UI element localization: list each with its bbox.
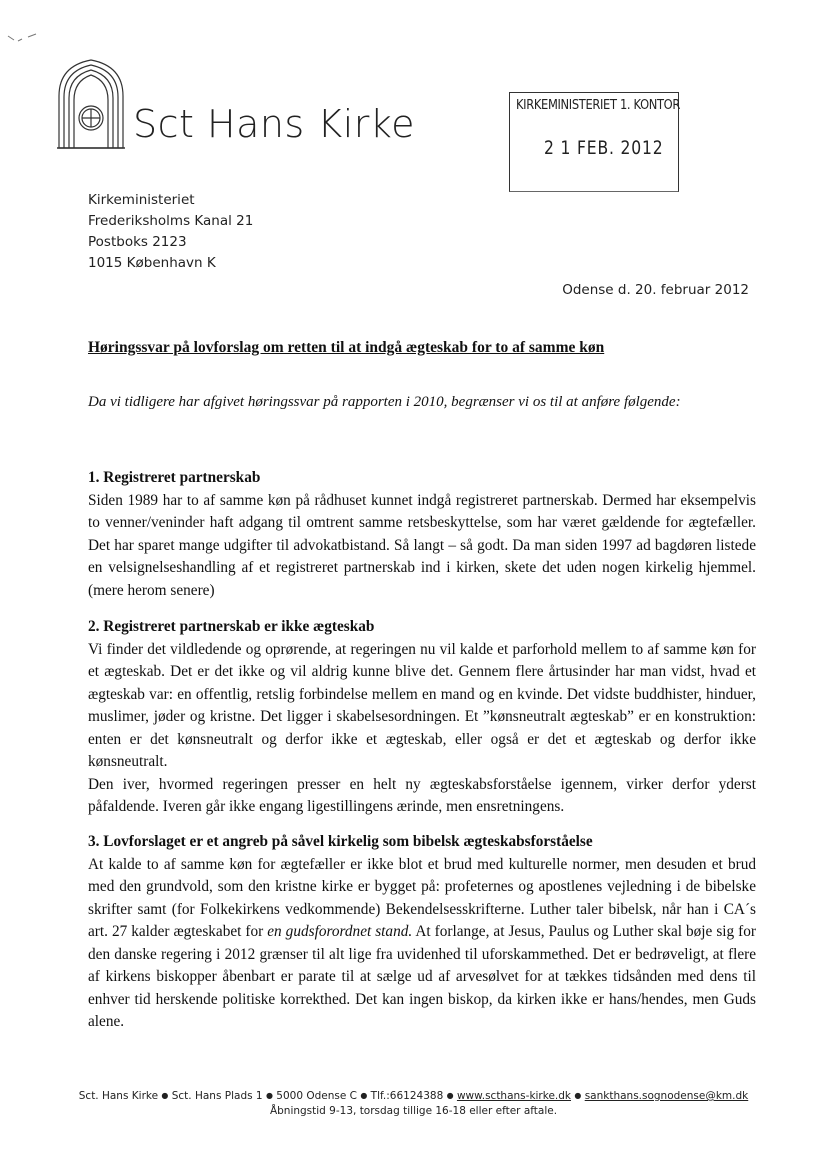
footer-phone: Tlf.:66124388: [370, 1090, 444, 1102]
emphasis-text: en gudsforordnet stand.: [267, 923, 413, 940]
address-line: Postboks 2123: [88, 234, 187, 250]
church-name: Sct Hans Kirke: [133, 102, 415, 146]
footer-contact: [0, 1090, 827, 1102]
footer-city: 5000 Odense C: [276, 1090, 357, 1102]
section-3: [88, 831, 756, 1034]
letter-subject: Høringssvar på lovforslag om retten til at indgå ægteskab for to af samme køn: [88, 339, 605, 356]
bullet-icon: ●: [574, 1091, 582, 1100]
section-heading: 3. Lovforslaget er et angreb på såvel kirkelig som bibelsk ægteskabsforståelse: [88, 833, 593, 850]
section-heading: 1. Registreret partnerskab: [88, 469, 261, 486]
section-paragraph: [88, 854, 756, 1034]
stamp-office: KIRKEMINISTERIET 1. KONTOR: [516, 97, 681, 113]
church-window-logo-icon: [55, 58, 127, 150]
paragraph-text: At forlange, at Jesus, Paulus og Luther skal bøje sig for den danske regering i 2012 grænser til alt lige fra uvidenhed til uforskammethed. Det er bedrøveligt, at flere af kirkens biskopper åbenbart er parate til at sælge ud af arvesølvet for at tækkes tidsånden med dens til enhver tid herskende politiske korrekthed. Det kan ingen biskop, da kirken ikke er hans/hendes, men Guds alene.: [88, 923, 757, 1030]
recipient-address: [88, 190, 253, 274]
letter-date: Odense d. 20. februar 2012: [562, 282, 749, 298]
section-paragraph: Siden 1989 har to af samme køn på rådhuset kunnet indgå registreret partnerskab. Dermed har eksempelvis to venner/veninder haft adgang til omtrent samme retsbeskyttelse, som har været gældende for ægtefæller. Det har sparet mange udgifter til advokatbistand. Så langt – så godt. Da man siden 1997 ad bagdøren listede en velsignelseshandling af et registreret partnerskab ind i kirken, skete det uden nogen kirkelig hjemmel. (mere herom senere): [88, 491, 756, 599]
section-paragraph: Den iver, hvormed regeringen presser en helt ny ægteskabsforståelse igennem, virker derfor yderst påfaldende. Iveren går ikke engang ligestillingens ærinde, men ensretningens.: [88, 775, 756, 815]
bullet-icon: ●: [446, 1091, 454, 1100]
bullet-icon: ●: [161, 1091, 169, 1100]
letter-intro: Da vi tidligere har afgivet høringssvar på rapporten i 2010, begrænser vi os til at anføre følgende:: [88, 394, 681, 410]
address-line: 1015 København K: [88, 255, 216, 271]
bullet-icon: ●: [265, 1091, 273, 1100]
footer-name: Sct. Hans Kirke: [78, 1090, 159, 1102]
section-heading: 2. Registreret partnerskab er ikke ægteskab: [88, 618, 375, 635]
footer-email-link[interactable]: sankthans.sognodense@km.dk: [584, 1090, 749, 1102]
footer-web-link[interactable]: www.scthans-kirke.dk: [456, 1090, 572, 1102]
address-line: Frederiksholms Kanal 21: [88, 213, 254, 229]
section-paragraph: Vi finder det vildledende og oprørende, at regeringen nu vil kalde et parforhold mellem to af samme køn for et ægteskab. Det er det ikke og vil aldrig kunne blive det. Gennem flere årtusinder har man vidst, hvad et ægteskab var: en offentlig, retslig forbindelse mellem en mand og en kvinde. Det vidste buddhister, hinduer, muslimer, jøder og kristne. Det ligger i skabelsesordningen. Et ”kønsneutralt ægteskab” er en konstruktion: enten er det kønsneutralt og derfor ikke et ægteskab, eller også er det et ægteskab og derfor ikke kønsneutralt.: [88, 640, 756, 770]
footer-hours: Åbningstid 9-13, torsdag tillige 16-18 eller efter aftale.: [269, 1105, 558, 1117]
stamp-date: 2 1 FEB. 2012: [544, 137, 664, 159]
scan-mark: [6, 30, 46, 44]
footer-street: Sct. Hans Plads 1: [171, 1090, 263, 1102]
address-line: Kirkeministeriet: [88, 192, 195, 208]
section-1: [88, 467, 756, 602]
section-2: [88, 616, 756, 819]
bullet-icon: ●: [360, 1091, 368, 1100]
paragraph-text: At kalde to af samme køn for ægtefæller er ikke blot et brud med kulturelle normer, men desuden et brud med den grundvold, som den kristne kirke er bygget på: profeternes og apostlenes vejledning i de bibelske skrifter samt (for Folkekirkens vedkommende) Bekendelsesskrifterne. Luther taler bibelsk, når han i CA´s art. 27 kalder ægteskabet for: [88, 855, 756, 940]
